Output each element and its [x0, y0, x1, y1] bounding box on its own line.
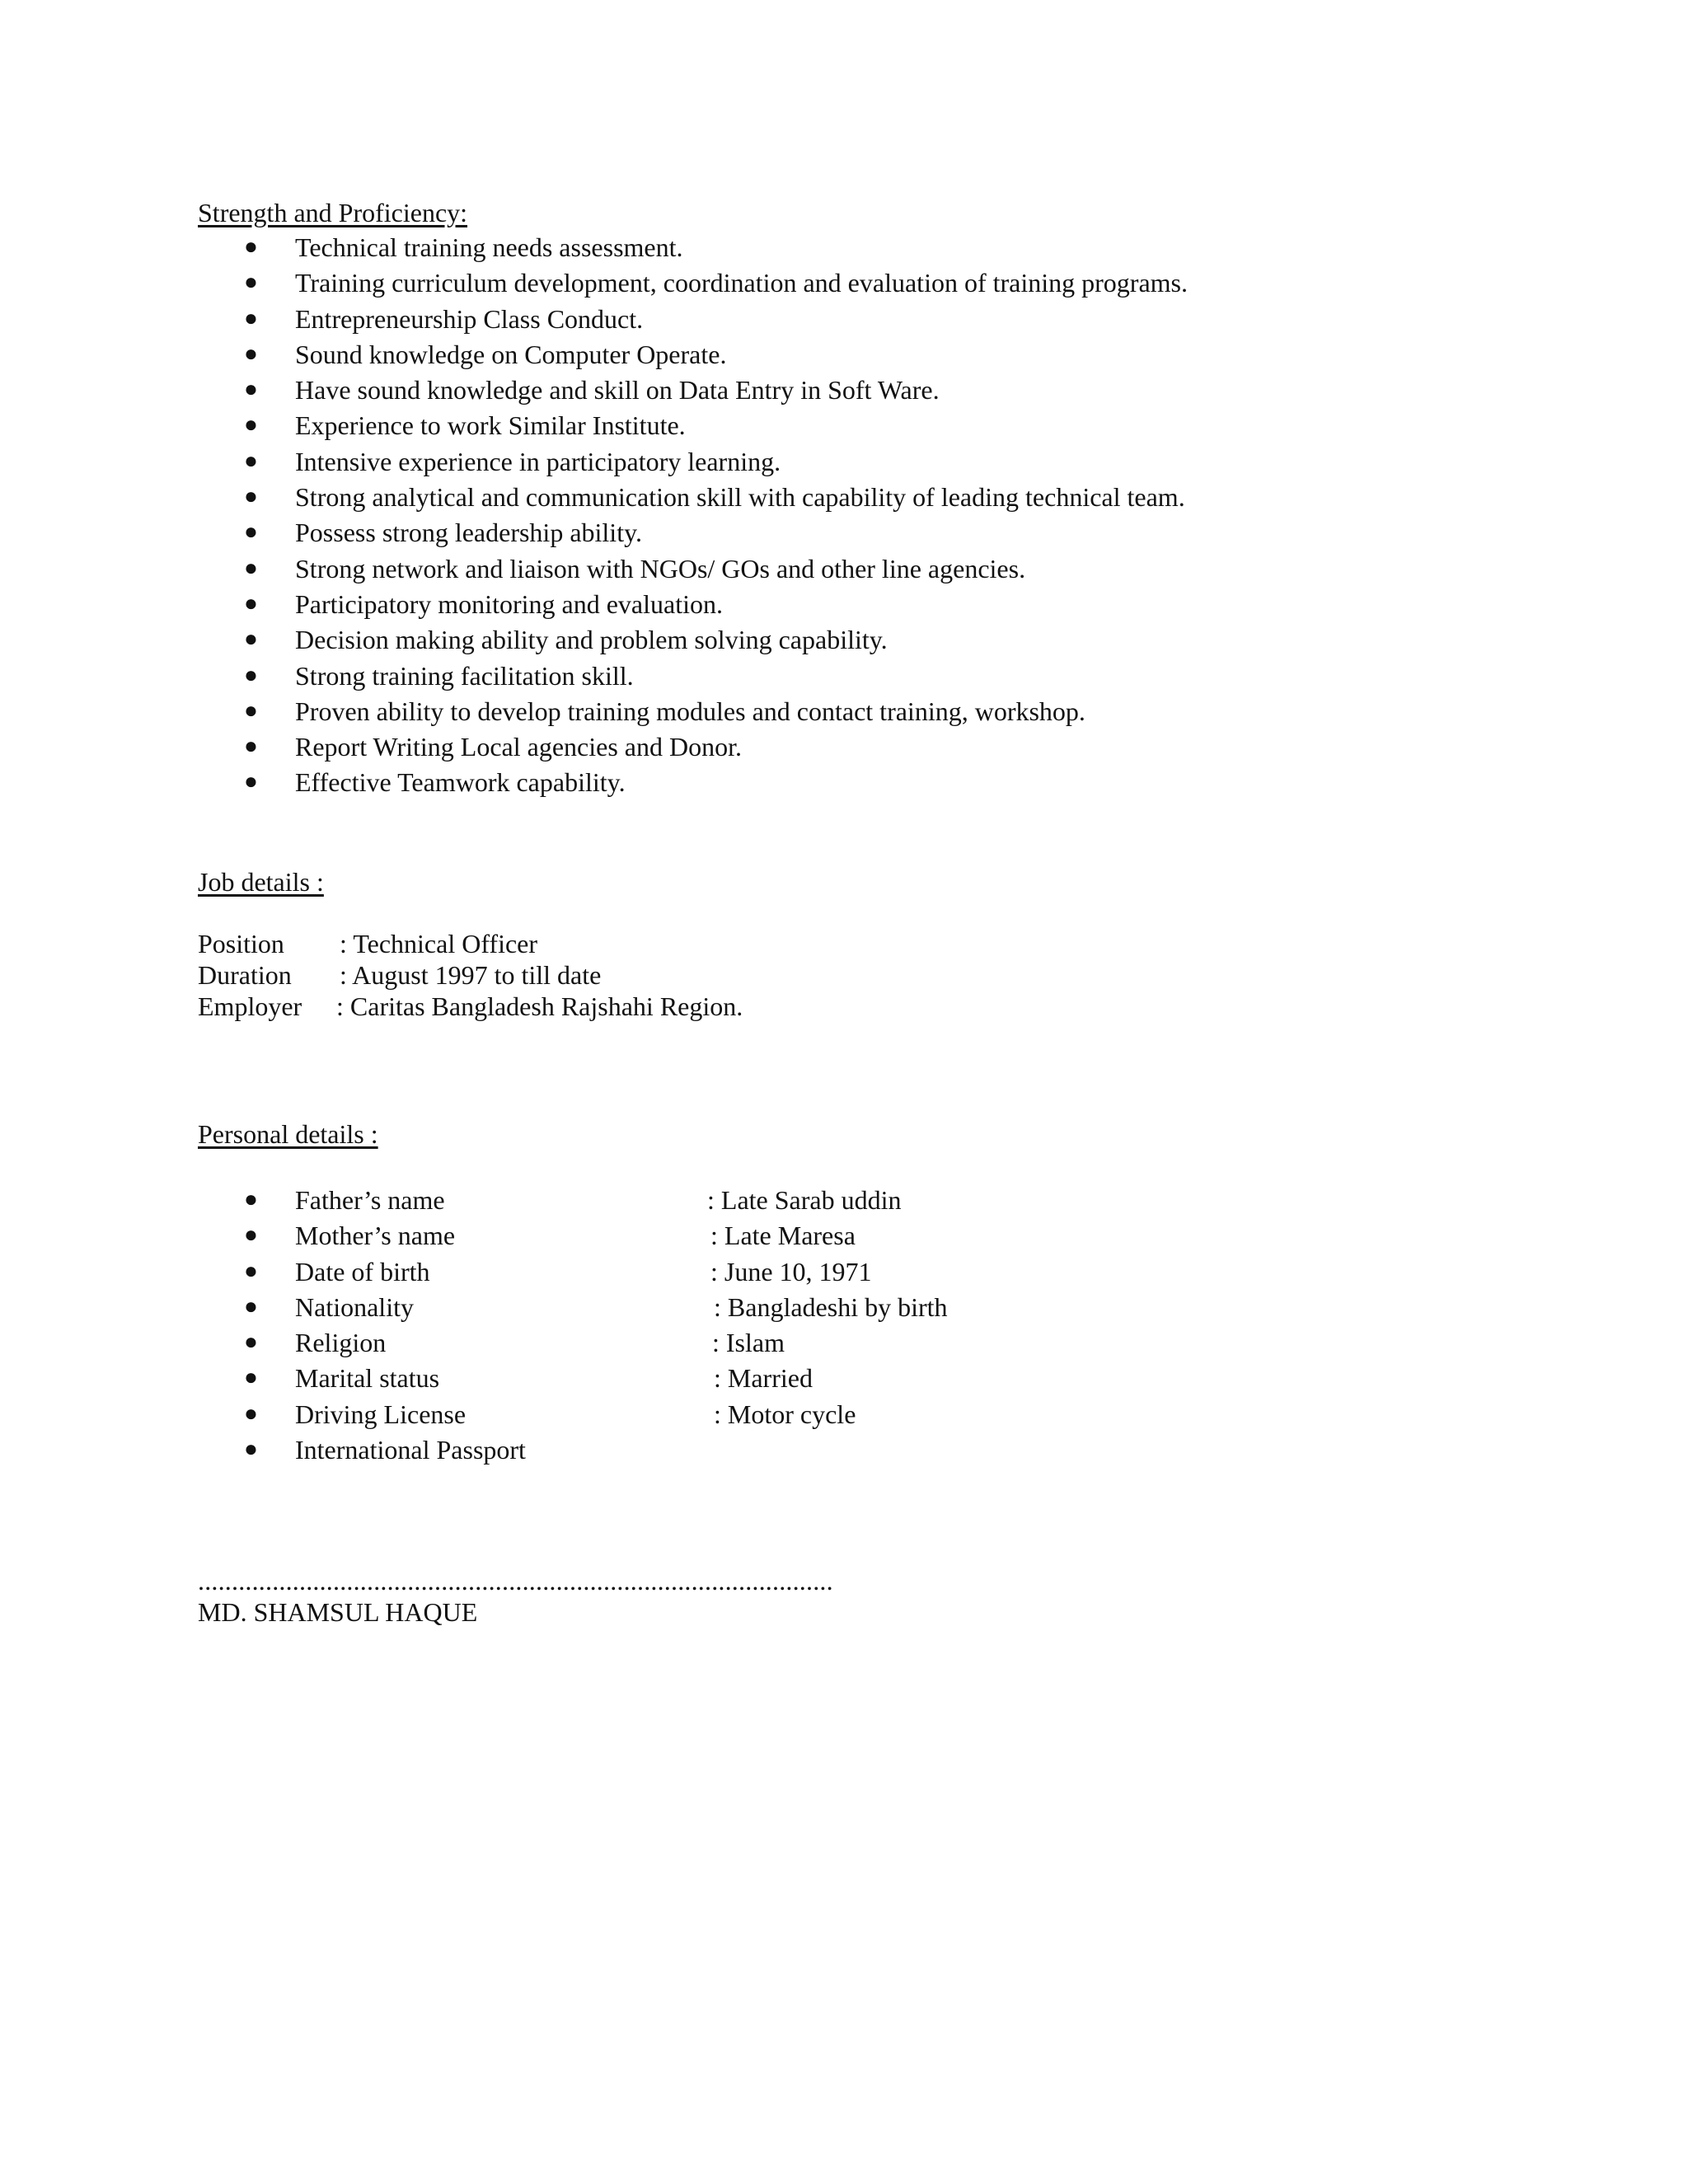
strength-item-text: Experience to work Similar Institute.: [295, 410, 686, 441]
personal-label: Father’s name: [295, 1185, 445, 1215]
bullet-icon: ●: [244, 626, 258, 653]
list-item: [0, 445, 1688, 480]
strength-item-text: Strong network and liaison with NGOs/ GOs and other line agencies.: [295, 553, 1026, 583]
strength-item-text: Effective Teamwork capability.: [295, 767, 626, 798]
list-item: [0, 1398, 1688, 1433]
personal-value: : June 10, 1971: [710, 1256, 872, 1286]
bullet-icon: ●: [244, 1329, 258, 1356]
list-item: [0, 1183, 1688, 1219]
list-item: [0, 1255, 1688, 1291]
bullet-icon: ●: [244, 733, 258, 760]
strength-item-text: Strong analytical and communication skill with capability of leading technical team.: [295, 482, 1185, 513]
personal-value: : Motor cycle: [714, 1399, 856, 1429]
strength-heading: Strength and Proficiency:: [198, 198, 468, 227]
bullet-icon: ●: [244, 340, 258, 367]
list-item: [0, 695, 1688, 730]
personal-label: International Passport: [295, 1435, 526, 1465]
bullet-icon: ●: [244, 448, 258, 474]
list-item: [0, 552, 1688, 588]
job-duration-value: : August 1997 to till date: [340, 960, 602, 990]
bullet-icon: ●: [244, 1400, 258, 1427]
bullet-icon: ●: [244, 590, 258, 616]
bullet-icon: ●: [244, 234, 258, 260]
list-item: [0, 516, 1688, 551]
list-item: [0, 373, 1688, 409]
personal-label: Date of birth: [295, 1256, 430, 1286]
list-item: [0, 623, 1688, 658]
job-position-value: : Technical Officer: [340, 929, 538, 958]
bullet-icon: ●: [244, 412, 258, 438]
list-item: [0, 659, 1688, 695]
list-item: [0, 231, 1688, 266]
list-item: [0, 1361, 1688, 1397]
personal-details-list: [0, 1183, 1688, 1469]
list-item: [0, 588, 1688, 623]
list-item: [0, 302, 1688, 338]
personal-value: : Late Sarab uddin: [707, 1185, 902, 1215]
strength-item-text: Training curriculum development, coordination and evaluation of training programs.: [295, 268, 1188, 298]
personal-value: : Married: [714, 1363, 813, 1394]
strength-item-text: Proven ability to develop training modules and contact training, workshop.: [295, 696, 1085, 726]
bullet-icon: ●: [244, 377, 258, 403]
personal-label: Mother’s name: [295, 1221, 456, 1251]
personal-label: Nationality: [295, 1291, 414, 1322]
personal-details-heading: Personal details :: [198, 1119, 378, 1149]
bullet-icon: ●: [244, 1365, 258, 1391]
job-duration-label: Duration: [198, 960, 292, 990]
bullet-icon: ●: [244, 305, 258, 331]
strength-item-text: Sound knowledge on Computer Operate.: [295, 339, 727, 369]
strength-item-text: Report Writing Local agencies and Donor.: [295, 732, 742, 762]
list-item: [0, 266, 1688, 302]
list-item: [0, 1326, 1688, 1361]
strength-item-text: Entrepreneurship Class Conduct.: [295, 303, 644, 334]
bullet-icon: ●: [244, 519, 258, 546]
bullet-icon: ●: [244, 662, 258, 688]
strength-list: [0, 231, 1688, 802]
bullet-icon: ●: [244, 555, 258, 581]
strength-item-text: Technical training needs assessment.: [295, 232, 683, 262]
bullet-icon: ●: [244, 1293, 258, 1319]
list-item: [0, 1291, 1688, 1326]
bullet-icon: ●: [244, 1187, 258, 1212]
bullet-icon: ●: [244, 484, 258, 510]
personal-label: Religion: [295, 1328, 387, 1358]
bullet-icon: ●: [244, 769, 258, 795]
personal-value: : Islam: [712, 1328, 785, 1358]
bullet-icon: ●: [244, 269, 258, 296]
list-item: [0, 480, 1688, 516]
bullet-icon: ●: [244, 1258, 258, 1284]
list-item: [0, 409, 1688, 444]
personal-label: Marital status: [295, 1363, 440, 1394]
strength-item-text: Strong training facilitation skill.: [295, 660, 634, 691]
signature-line: ..............................................................................................: [198, 1566, 833, 1596]
bullet-icon: ●: [244, 1436, 258, 1463]
list-item: [0, 338, 1688, 373]
bullet-icon: ●: [244, 1222, 258, 1249]
job-details-heading: Job details :: [198, 867, 324, 897]
strength-item-text: Participatory monitoring and evaluation.: [295, 588, 723, 619]
personal-value: : Late Maresa: [710, 1221, 856, 1251]
personal-label: Driving License: [295, 1399, 467, 1429]
list-item: [0, 1219, 1688, 1254]
personal-value: : Bangladeshi by birth: [714, 1291, 948, 1322]
strength-item-text: Possess strong leadership ability.: [295, 518, 642, 548]
strength-item-text: Decision making ability and problem solving capability.: [295, 625, 888, 655]
strength-item-text: Intensive experience in participatory learning.: [295, 446, 781, 476]
job-employer-value: : Caritas Bangladesh Rajshahi Region.: [336, 991, 743, 1021]
job-position-label: Position: [198, 929, 284, 958]
signature-name: MD. SHAMSUL HAQUE: [198, 1597, 478, 1627]
bullet-icon: ●: [244, 697, 258, 724]
strength-item-text: Have sound knowledge and skill on Data Entry in Soft Ware.: [295, 375, 940, 405]
job-employer-label: Employer: [198, 991, 302, 1021]
list-item: [0, 766, 1688, 801]
list-item: [0, 1433, 1688, 1469]
list-item: [0, 730, 1688, 766]
